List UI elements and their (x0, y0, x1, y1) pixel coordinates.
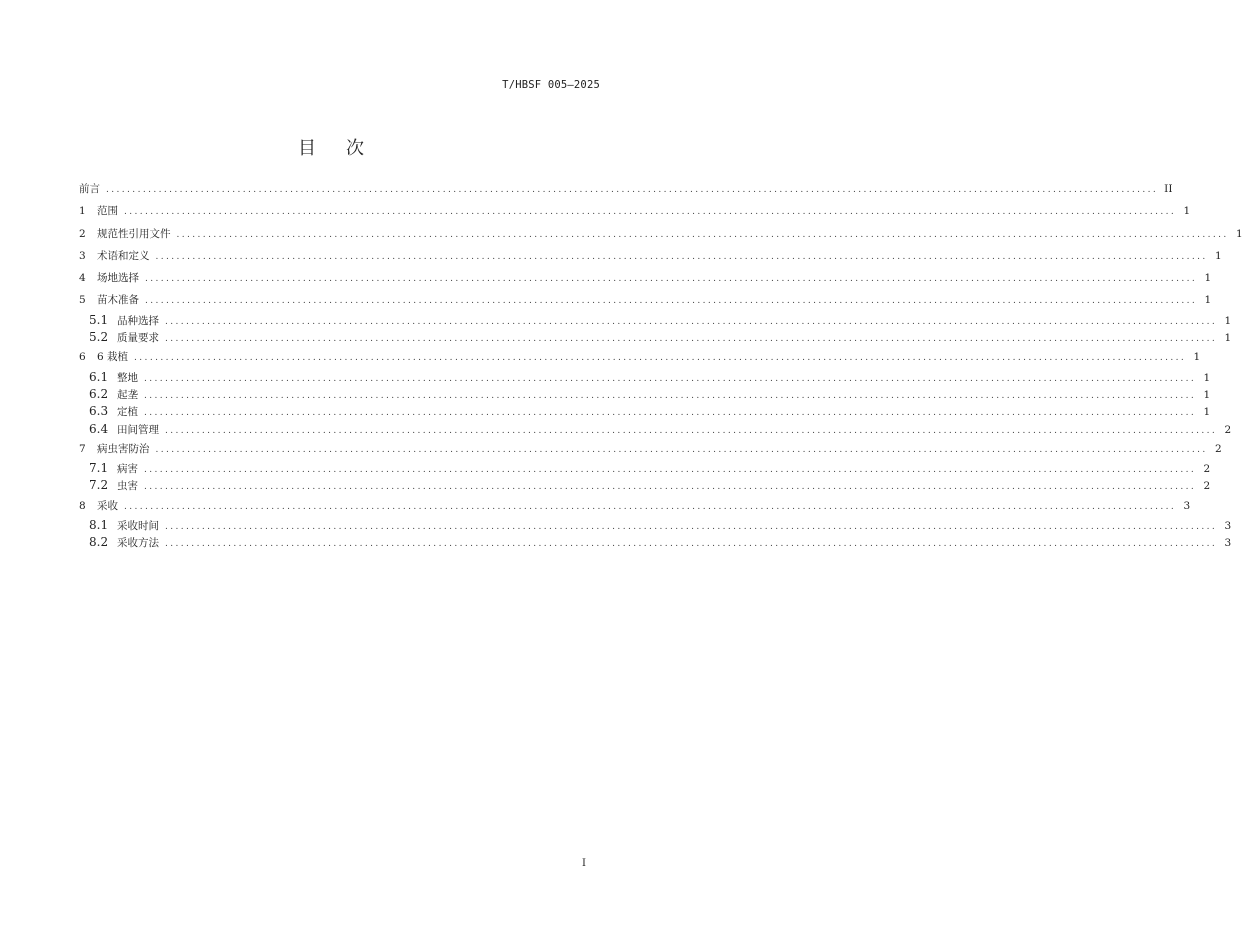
toc-entry-number: 6.3 (89, 404, 109, 419)
toc-leader-dots: ........................................................................................................................................................................................................ (144, 373, 1197, 384)
toc-entry-number: 8.2 (89, 535, 109, 550)
toc-entry-page: 2 (1203, 463, 1211, 476)
toc-entry-number: 6.4 (89, 421, 109, 436)
toc-entry-number: 6 (79, 351, 86, 364)
toc-entry-page: 1 (1224, 314, 1232, 327)
toc-leader-dots: ........................................................................................................................................................................................................ (124, 207, 1177, 218)
toc-entry-number: 7 (79, 442, 86, 455)
toc-entry-label: 苗木准备 (97, 294, 139, 307)
toc-entry-page: 2 (1214, 442, 1222, 455)
page-number: I (582, 858, 586, 869)
toc-entry-number: 6.1 (89, 369, 109, 384)
toc-entry-label: 采收方法 (117, 537, 159, 550)
toc-entry-label: 病害 (117, 463, 138, 476)
toc-entry-number: 7.2 (89, 478, 109, 493)
toc-entry-label: 采收 (97, 499, 118, 512)
toc-leader-dots: ........................................................................................................................................................................................................ (134, 353, 1187, 364)
toc-entry-number: 1 (79, 205, 86, 218)
toc-entry-label: 采收时间 (117, 520, 159, 533)
toc-entry-number: 2 (79, 227, 86, 240)
toc-leader-dots: ........................................................................................................................................................................................................ (155, 251, 1208, 262)
toc-leader-dots: ........................................................................................................................................................................................................ (144, 465, 1197, 476)
toc-entry-page: 3 (1224, 537, 1232, 550)
toc-entry[interactable] (79, 534, 1232, 551)
toc-entry-label: 范围 (97, 205, 118, 218)
toc-entry-label: 病虫害防治 (97, 442, 150, 455)
toc-entry[interactable] (79, 369, 1211, 386)
toc-entry[interactable] (79, 245, 1222, 267)
toc-entry-number: 5 (79, 294, 86, 307)
toc-entry-page: 1 (1204, 294, 1212, 307)
toc-entry[interactable] (79, 223, 1243, 245)
toc-entry-label: 田间管理 (117, 423, 159, 436)
toc-leader-dots: ........................................................................................................................................................................................................ (106, 185, 1159, 195)
toc-entry-label: 整地 (117, 371, 138, 384)
toc-entry[interactable] (79, 403, 1211, 420)
toc-entry-page: 3 (1183, 499, 1191, 512)
toc-entry-number: 6.2 (89, 386, 109, 401)
toc-entry[interactable] (79, 477, 1211, 494)
toc-entry-number: 5.2 (89, 330, 109, 345)
toc-entry[interactable] (79, 200, 1191, 222)
toc-entry-page: 1 (1203, 371, 1211, 384)
toc-leader-dots: ........................................................................................................................................................................................................ (165, 522, 1218, 533)
toc-entry-page: 1 (1203, 406, 1211, 419)
table-of-contents (79, 178, 1243, 552)
toc-entry-label: 6 栽植 (97, 351, 129, 364)
toc-entry-page: 1 (1235, 227, 1243, 240)
page-title: 目次 (298, 138, 394, 159)
toc-leader-dots: ........................................................................................................................................................................................................ (144, 482, 1197, 493)
toc-leader-dots: ........................................................................................................................................................................................................ (165, 425, 1218, 436)
toc-entry-page: 1 (1203, 388, 1211, 401)
toc-leader-dots: ........................................................................................................................................................................................................ (124, 501, 1177, 512)
toc-leader-dots: ........................................................................................................................................................................................................ (165, 334, 1218, 345)
toc-entry[interactable] (79, 438, 1222, 460)
toc-entry-page: 1 (1224, 332, 1232, 345)
toc-entry-number: 4 (79, 272, 86, 285)
toc-entry[interactable] (79, 517, 1232, 534)
toc-entry-number: 5.1 (89, 312, 109, 327)
standard-code: T/HBSF 005—2025 (502, 79, 600, 91)
toc-entry-label: 质量要求 (117, 332, 159, 345)
toc-entry-number: 8 (79, 499, 86, 512)
toc-entry-label: 定植 (117, 406, 138, 419)
toc-entry-label: 品种选择 (117, 314, 159, 327)
toc-entry[interactable] (79, 346, 1201, 368)
toc-leader-dots: ........................................................................................................................................................................................................ (176, 229, 1229, 240)
toc-entry[interactable] (79, 495, 1191, 517)
toc-entry-label: 规范性引用文件 (97, 227, 171, 240)
toc-entry[interactable] (79, 329, 1232, 346)
toc-entry-label: 术语和定义 (97, 249, 150, 262)
toc-leader-dots: ........................................................................................................................................................................................................ (165, 316, 1218, 327)
toc-entry-page: 2 (1224, 423, 1232, 436)
toc-entry-label: 起垄 (117, 388, 138, 401)
toc-entry-page: 3 (1224, 520, 1232, 533)
toc-entry-label: 前言 (79, 183, 100, 195)
toc-entry[interactable] (79, 386, 1211, 403)
toc-leader-dots: ........................................................................................................................................................................................................ (145, 274, 1198, 285)
toc-entry-label: 场地选择 (97, 272, 139, 285)
toc-entry-label: 虫害 (117, 480, 138, 493)
toc-entry[interactable] (79, 289, 1212, 311)
toc-entry-page: 2 (1203, 480, 1211, 493)
toc-entry-page: 1 (1193, 351, 1201, 364)
toc-entry-number: 3 (79, 249, 86, 262)
toc-entry[interactable] (79, 460, 1211, 477)
toc-entry-number: 7.1 (89, 461, 109, 476)
toc-entry-page: 1 (1204, 272, 1212, 285)
toc-entry-page: 1 (1214, 249, 1222, 262)
toc-leader-dots: ........................................................................................................................................................................................................ (155, 444, 1208, 455)
toc-entry[interactable] (79, 312, 1232, 329)
toc-entry-page: 1 (1183, 205, 1191, 218)
toc-leader-dots: ........................................................................................................................................................................................................ (144, 408, 1197, 419)
toc-leader-dots: ........................................................................................................................................................................................................ (145, 296, 1198, 307)
toc-entry-number: 8.1 (89, 518, 109, 533)
toc-leader-dots: ........................................................................................................................................................................................................ (144, 390, 1197, 401)
toc-leader-dots: ........................................................................................................................................................................................................ (165, 539, 1218, 550)
toc-entry[interactable] (79, 178, 1173, 200)
toc-entry[interactable] (79, 267, 1212, 289)
toc-entry[interactable] (79, 421, 1232, 438)
toc-entry-page: II (1164, 183, 1173, 195)
